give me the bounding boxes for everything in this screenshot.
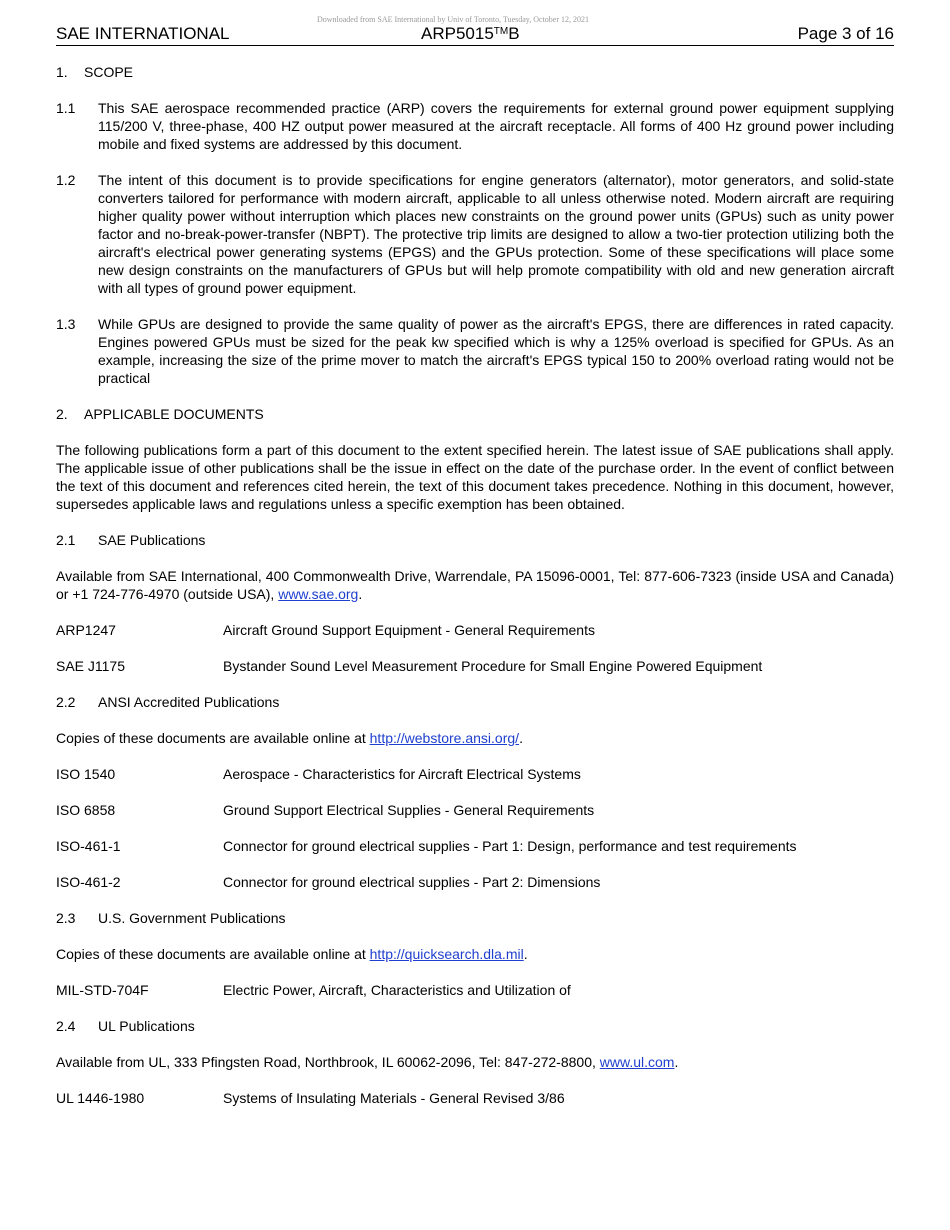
doc-code: ISO-461-1 <box>56 838 121 854</box>
paragraph-1-3 <box>56 315 894 387</box>
document-body <box>56 63 894 1125</box>
availability-end: . <box>674 1054 679 1070</box>
header-doc-id-main: ARP5015 <box>421 24 494 43</box>
doc-row <box>56 657 894 675</box>
doc-title: Aerospace - Characteristics for Aircraft Electrical Systems <box>223 766 581 782</box>
section-applicable-heading <box>56 405 894 423</box>
header-doc-id-tm: TM <box>493 26 509 37</box>
subsection-number: 2.2 <box>56 694 76 710</box>
subsection-title: ANSI Accredited Publications <box>98 694 280 710</box>
header-doc-id <box>421 24 520 44</box>
paragraph-number: 1.2 <box>56 172 76 188</box>
sae-website-link[interactable]: www.sae.org <box>278 586 359 602</box>
doc-row <box>56 765 894 783</box>
section-title: APPLICABLE DOCUMENTS <box>84 406 264 422</box>
section-number: 1. <box>56 64 68 80</box>
subsection-title: SAE Publications <box>98 532 206 548</box>
paragraph-text: This SAE aerospace recommended practice (ARP) covers the requirements for external ground power equipment supplying 115/200 V, three-phase, 400 HZ output power measured at the aircraft receptacle. All forms of 400 Hz ground power including mobile and fixed systems are addressed by this document. <box>98 100 894 152</box>
availability-text: Available from SAE International, 400 Commonwealth Drive, Warrendale, PA 15096-0001, Tel: 877-606-7323 (inside USA and Canada) or +1 724-776-4970 (outside USA), <box>56 568 894 602</box>
doc-code: ARP1247 <box>56 622 116 638</box>
paragraph-number: 1.3 <box>56 316 76 332</box>
availability-end: . <box>519 730 523 746</box>
doc-row <box>56 981 894 999</box>
paragraph-text: The intent of this document is to provide specifications for engine generators (alternator), motor generators, and solid-state converters tailored for performance with modern aircraft, applicable to all unless otherwise noted. Modern aircraft are requiring higher quality power without interruption which places new constraints on the ground power units (GPUs) such as unity power factor and no-break-power-transfer (NBPT). The protective trip limits are designed to allow a two-tier protection utilizing both the aircraft's electrical power generating systems (EPGS) and the GPUs protection. Some of these specifications will place some new design constraints on the manufacturers of GPUs but will help promote compatibility with old and new generation aircraft with all types of ground power equipment. <box>98 172 894 296</box>
header-org: SAE INTERNATIONAL <box>56 24 230 43</box>
subsection-number: 2.3 <box>56 910 76 926</box>
doc-code: UL 1446-1980 <box>56 1090 145 1106</box>
header-page-number: Page 3 of 16 <box>797 24 894 43</box>
applicable-intro: The following publications form a part of this document to the extent specified herein. The latest issue of SAE publications shall apply. The applicable issue of other publications shall be the issue in effect on the date of the purchase order. In the event of conflict between the text of this document and references cited herein, the text of this document takes precedence. Nothing in this document, however, supersedes applicable laws and regulations unless a specific exemption has been obtained. <box>56 442 894 512</box>
ansi-availability <box>56 729 894 747</box>
doc-title: Aircraft Ground Support Equipment - General Requirements <box>223 622 595 638</box>
doc-title: Ground Support Electrical Supplies - General Requirements <box>223 802 595 818</box>
doc-row <box>56 837 894 855</box>
doc-code: ISO 1540 <box>56 766 116 782</box>
subsection-gov-heading <box>56 909 894 927</box>
subsection-title: UL Publications <box>98 1018 195 1034</box>
subsection-title: U.S. Government Publications <box>98 910 286 926</box>
doc-row <box>56 801 894 819</box>
subsection-number: 2.1 <box>56 532 76 548</box>
availability-text: Copies of these documents are available online at <box>56 946 370 962</box>
page-header <box>56 24 894 46</box>
doc-title: Connector for ground electrical supplies - Part 2: Dimensions <box>223 874 601 890</box>
doc-title: Electric Power, Aircraft, Characteristics and Utilization of <box>223 982 571 998</box>
section-number: 2. <box>56 406 68 422</box>
ul-availability <box>56 1053 894 1071</box>
availability-text: Copies of these documents are available online at <box>56 730 370 746</box>
paragraph-1-2 <box>56 171 894 297</box>
paragraph-text: While GPUs are designed to provide the same quality of power as the aircraft's EPGS, there are differences in rated capacity. Engines powered GPUs must be sized for the peak kw specified which is why a 125% overload is specified for GPUs. As an example, increasing the size of the prime mover to match the aircraft's EPGS typical 150 to 200% overload rating would not be practical <box>98 316 894 386</box>
ul-website-link[interactable]: www.ul.com <box>599 1054 675 1070</box>
availability-text: Available from UL, 333 Pfingsten Road, Northbrook, IL 60062-2096, Tel: 847-272-8800, <box>56 1054 600 1070</box>
section-title: SCOPE <box>84 64 134 80</box>
ansi-webstore-link[interactable]: http://webstore.ansi.org/ <box>369 730 520 746</box>
availability-end: . <box>523 946 528 962</box>
subsection-number: 2.4 <box>56 1018 76 1034</box>
doc-code: SAE J1175 <box>56 658 126 674</box>
download-watermark: Downloaded from SAE International by Univ of Toronto, Tuesday, October 12, 2021 <box>316 15 590 24</box>
doc-code: MIL-STD-704F <box>56 982 149 998</box>
doc-code: ISO-461-2 <box>56 874 121 890</box>
doc-title: Systems of Insulating Materials - General Revised 3/86 <box>223 1090 565 1106</box>
subsection-sae-heading <box>56 531 894 549</box>
subsection-ansi-heading <box>56 693 894 711</box>
section-scope-heading <box>56 63 894 81</box>
doc-row <box>56 1089 894 1107</box>
doc-title: Bystander Sound Level Measurement Procedure for Small Engine Powered Equipment <box>223 658 763 674</box>
sae-availability <box>56 567 894 603</box>
paragraph-number: 1.1 <box>56 100 76 116</box>
doc-title: Connector for ground electrical supplies - Part 1: Design, performance and test requirements <box>223 838 797 854</box>
subsection-ul-heading <box>56 1017 894 1035</box>
header-doc-id-rev: B <box>508 24 520 43</box>
dla-quicksearch-link[interactable]: http://quicksearch.dla.mil <box>369 946 524 962</box>
gov-availability <box>56 945 894 963</box>
availability-end: . <box>358 586 363 602</box>
paragraph-1-1 <box>56 99 894 153</box>
doc-row <box>56 621 894 639</box>
doc-row <box>56 873 894 891</box>
doc-code: ISO 6858 <box>56 802 116 818</box>
